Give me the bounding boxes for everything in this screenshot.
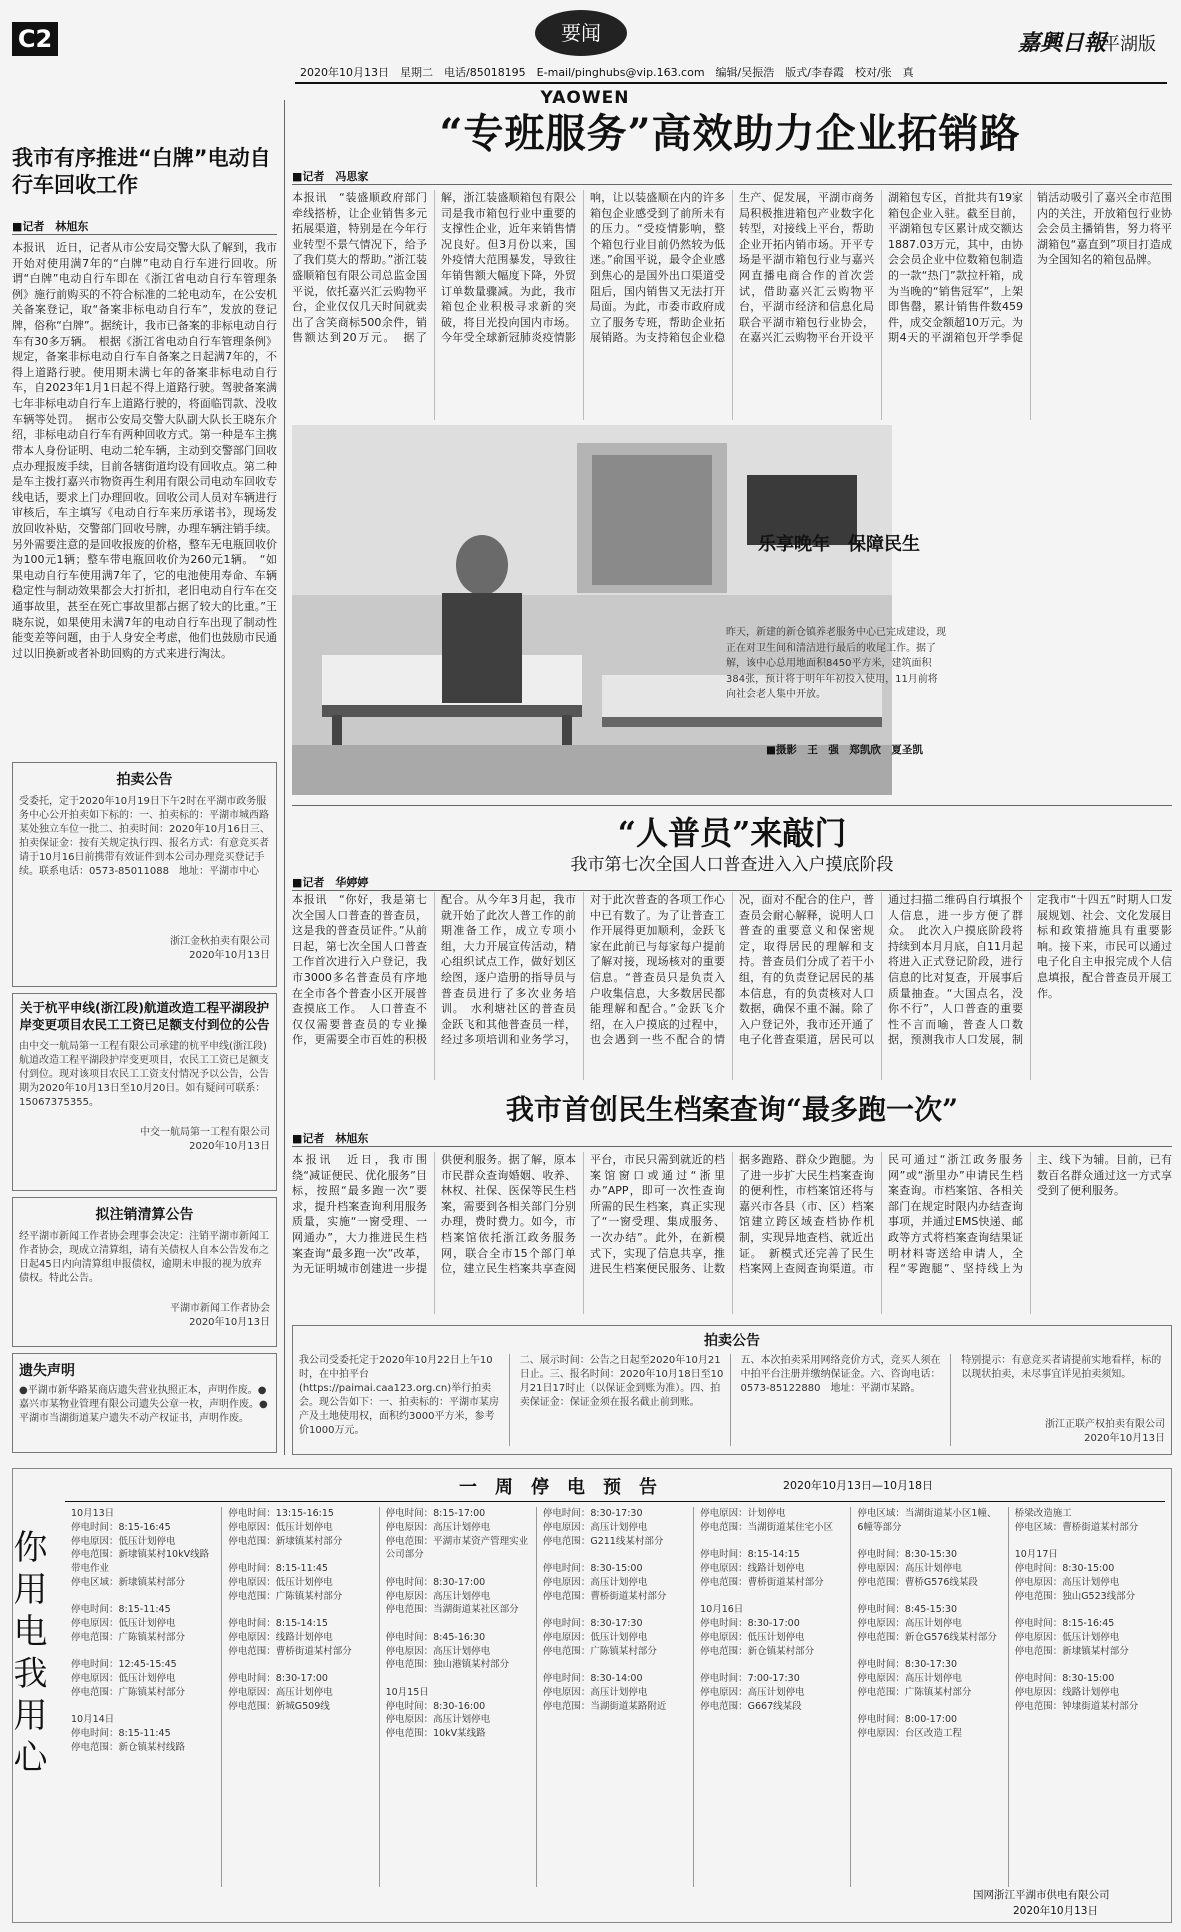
auction-notice-body: 受委托，定于2020年10月19日下午2时在平湖市政务服务中心公开拍卖如下标的：一、拍卖标的：平湖市城西路某处独立车位一批二、拍卖时间：2020年10月16日三、拍卖保证金：按有关规定执行四、报名方式：有意竞买者请于10月16日前携带有效证件到本公司办理竞买登记手续。联系电话：0573-85011088 地址：平湖市中心: [19, 796, 270, 877]
photo-feature-title: 乐享晚年 保障民生: [758, 534, 920, 555]
liquidation-notice-signature: 平湖市新闻工作者协会: [170, 1303, 270, 1314]
outage-col-3: 停电时间：8:15-17:00 停电原因：高压计划停电 停电范围：平湖市某资产管理实业公司部分 停电时间：8:30-17:00 停电原因：高压计划停电 停电范围：当湖街道某社区部分 停电时间：8:45-16:30 停电原因：高压计划停电 停电范围：独山港镇某村部分 10月15日 停电时间：8:30-16:00 停电原因：高压计划停电 停电范围：10kV某线路: [380, 1507, 537, 1887]
section-en: YAOWEN: [540, 88, 630, 108]
census-byline-rule: [292, 890, 1172, 891]
masthead-info: 2020年10月13日 星期二 电话/85018195 E-mail/pinghubs@vip.163.com 编辑/吴振浩 版式/李春霞 校对/张 真: [300, 66, 914, 79]
census-byline: ■记者 华婷婷: [292, 876, 369, 889]
archive-body: 本报讯 近日，我市围绕“减证便民、优化服务”目标，按照“最多跑一次”要求，提升档案查询利用服务质量，实施“一窗受理、一网通办”，大力推进民生档案查询“最多跑一次”改革，为无证明城市创建进一步提供便利服务。据了解，原本市民群众查询婚姻、收养、林权、社保、医保等民生档案，需要到各相关部门分别办理，费时费力。如今，市档案馆依托浙江政务服务网，联合全市15个部门单位，建立民生档案共享查阅平台，市民只需到就近的档案馆窗口或通过“浙里办”APP，即可一次性查询所需的民生档案，真正实现了“一窗受理、集成服务、一次办结”。此外，在新模式下，实现了信息共享，推进民生档案便民服务、让数据多跑路、群众少跑腿。为了进一步扩大民生档案查询的便利性，市档案馆还将与嘉兴市各县（市、区）档案馆建立跨区域查档协作机制，实现异地查档、就近出证。 新模式还完善了民生档案网上查阅查询渠道。市民可通过“浙江政务服务网”或“浙里办”申请民生档案查询。市档案馆、各相关部门在规定时限内办结查询事项，并通过EMS快递、邮政等方式将档案查询结果证明材料寄送给申请人，全程“零跑腿”、坚持线上为主、线下为辅。目前，已有数百名群众通过这一方式享受到了便利服务。: [292, 1153, 1172, 1276]
photo-feature-credit: ■摄影 王 强 郑凯欣 夏圣凯: [766, 744, 923, 756]
outage-col-5: 停电原因：计划停电 停电范围：当湖街道某住宅小区 停电时间：8:15-14:15 停电原因：线路计划停电 停电范围：曹桥街道某村部分 10月16日 停电时间：8:30-17:00 停电原因：低压计划停电 停电范围：新仓镇某村部分 停电时间：7:00-17:30 停电原因：高压计划停电 停电范围：G667线某段: [694, 1507, 851, 1887]
auction-wide-col1: 我公司受委托定于2020年10月22日上午10时，在中拍平台(https://paimai.caa123.org.cn)举行拍卖会。现公告如下：一、拍卖标的：平湖市某房产及土地使用权，面积约3000平方米，参考价1000万元。: [299, 1354, 510, 1446]
lead-headline: “专班服务”高效助力企业拓销路: [439, 110, 1021, 157]
outage-title: 一 周 停 电 预 告: [459, 1477, 657, 1498]
auction-wide-col2: 二、展示时间：公告之日起至2020年10月21日止。三、报名时间：2020年10月18日至10月21日17时止（以保证金到账为准）。四、拍卖保证金：保证金须在报名截止前到账。: [520, 1354, 731, 1446]
outage-col-4: 停电时间：8:30-17:30 停电原因：高压计划停电 停电范围：G211线某村部分 停电时间：8:30-15:00 停电原因：高压计划停电 停电范围：曹桥街道某村部分 停电时间：8:30-17:30 停电原因：低压计划停电 停电范围：广陈镇某村部分 停电时间：8:30-14:00 停电原因：高压计划停电 停电范围：当湖街道某路附近: [537, 1507, 694, 1887]
ebike-headline: 我市有序推进“白牌”电动自行车回收工作: [12, 146, 271, 198]
ebike-body: 本报讯 近日，记者从市公安局交警大队了解到，我市开始对使用满7年的“白牌”电动自行车进行回收。所谓“白牌”电动自行车即在《浙江省电动自行车管理条例》施行前购买的不符合标准的二轮电动车，在公安机关备案登记，取“备案非标电动自行车”，发放的登记牌，俗称“白牌”。据统计，我市已备案的非标电动自行车有30多万辆。 根据《浙江省电动自行车管理条例》规定，备案非标电动自行车自备案之日起满7年的，不得上道路行驶。使用期未满七年的备案非标电动自行车，自2023年1月1日起不得上道路行驶。驾驶备案满七年非标电动自行车上道路行驶的，将面临罚款、没收车辆等处罚。 据市公安局交警大队副大队长王晓东介绍，非标电动自行车有两种回收方式。第一种是车主携带本人身份证明、电动二轮车辆，主动到交警部门回收点办理报废手续，目前各辖街道均设有回收点。第二种是车主拨打嘉兴市物资再生利用有限公司电动车回收专线电话，要求上门办理回收。回收公司人员对车辆进行审核后，车主填写《电动自行车来历承诺书》，现场发放回收补贴，交警部门回收号牌，办理车辆注销手续。另外需要注意的是回收报废的价格，整车无电瓶回收价为100元1辆；整车带电瓶回收价为260元1辆。 “如果电动自行车使用满7年了，它的电池使用寿命、车辆稳定性与制动效果都会大打折扣，老旧电动自行车在交通事故里，甚至在死亡事故里都占据了较大的比重。”王晓东说，如果使用未满7年的电动自行车出现了制动性能变差等问题，由于人身安全考虑，他们也鼓励市民通过以旧换新或者补助回购的方式来进行淘汰。: [12, 241, 277, 660]
auction-wide-signature: 浙江正联产权拍卖有限公司: [1045, 1419, 1165, 1430]
archive-headline: 我市首创民生档案查询“最多跑一次”: [505, 1093, 959, 1126]
outage-section: [7, 1468, 1172, 1923]
lost-notice-title: 遗失声明: [19, 1363, 75, 1379]
outage-signature: 国网浙江平湖市供电有限公司: [973, 1889, 1110, 1901]
outage-title-rule: [65, 1501, 1165, 1502]
section-seal: 要闻: [535, 10, 627, 56]
lead-bottom-rule: [292, 805, 1172, 806]
column-divider: [284, 100, 285, 1455]
auction-wide-col3: 五、本次拍卖采用网络竞价方式，竞买人须在中拍平台注册并缴纳保证金。六、咨询电话：0573-85122880 地址：平湖市某路。: [741, 1354, 952, 1446]
outage-date-range: 2020年10月13日—10月18日: [783, 1479, 933, 1492]
census-subhead: 我市第七次全国人口普查进入入户摸底阶段: [570, 855, 894, 875]
photo-feature-caption: 昨天，新建的新仓镇养老服务中心已完成建设，现正在对卫生间和清洁进行最后的收尾工作。据了解，该中心总用地面积8450平方米，建筑面积384张，预计将于明年年初投入使用，11月前将向社会老人集中开放。: [726, 627, 946, 700]
edition-label: 平湖版: [1102, 34, 1156, 55]
waterway-notice-signature: 中交一航局第一工程有限公司: [140, 1126, 270, 1138]
auction-notice-signature: 浙江金秋拍卖有限公司: [170, 936, 270, 947]
waterway-notice-body: 由中交一航局第一工程有限公司承建的杭平申线(浙江段)航道改造工程平湖段护岸变更项目，农民工工资已足额支付到位。现对该项目农民工工资支付情况予以公告，公告期为2020年10月13日至10月20日。如有疑问可联系：15067375355。: [19, 1040, 269, 1108]
masthead-rule: [295, 82, 1167, 84]
ebike-byline: ■记者 林旭东: [12, 220, 89, 233]
care-center-photo: [292, 425, 892, 795]
archive-byline-rule: [292, 1146, 1172, 1147]
auction-notice-left: [12, 762, 277, 987]
outage-columns: [65, 1507, 1165, 1887]
page-code: C2: [12, 22, 58, 56]
auction-wide-col4: 特别提示：有意竞买者请提前实地看样，标的以现状拍卖，未尽事宜详见拍卖须知。: [961, 1355, 1162, 1380]
liquidation-notice-title: 拟注销清算公告: [95, 1207, 194, 1223]
outage-date: 2020年10月13日: [1013, 1905, 1098, 1917]
lead-body: 本报讯 “装盛顺政府部门牵线搭桥，让企业销售多元拓展渠道，特别是在今年行业转型不景气情况下，给予了我们莫大的帮助。”浙江装盛顺箱包有限公司总监金国平说，依托嘉兴汇云购物平台，企业仅仅几天时间就卖出了含笑商标500余件，销售额达到20万元。 据了解，浙江装盛顺箱包有限公司是我市箱包行业中重要的支撑性企业，近年来销售情况良好。但3月份以来，国外疫情大范围暴发，导致往年销售额大幅度下降，外贸订单数量骤减。为此，我市箱包企业积极寻求新的突破，将目光投向国内市场。今年受全球新冠肺炎疫情影响，让以装盛顺在内的许多箱包企业感受到了前所未有的压力。“受疫情影响，整个箱包行业目前仍然较为低迷。”俞国平说，最令企业感到焦心的是国外出口渠道受阻后，国内销售又无法打开局面。为此，市委市政府成立了服务专班，帮助企业拓展销路。为支持箱包企业稳生产、促发展，平湖市商务局积极推进箱包产业数字化转型，对接线上平台，帮助企业开拓内销市场。开平专场是平湖市箱包行业与嘉兴网直播电商合作的首次尝试，借助嘉兴汇云购物平台，平湖市经济和信息化局联合平湖市箱包行业协会，在嘉兴汇云购物平台开设平湖箱包专区，首批共有19家箱包企业入驻。截至目前，平湖箱包专区累计成交额达1887.03万元，其中，由协会会员企业中位数箱包制造的一款“热门”款拉杆箱，成为当晚的“销售冠军”，上架即售罄，累计销售件数459件，成交金额超10万元。为期4天的平湖箱包开学季促销活动吸引了嘉兴全市范围内的关注，开放箱包行业协会会员主播销售，努力将平湖箱包“嘉直到”项目打造成为全国知名的箱包品牌。: [292, 191, 1172, 345]
lost-notice: [12, 1353, 277, 1453]
auction-wide-date: 2020年10月13日: [1084, 1433, 1165, 1444]
waterway-notice-title: 关于杭平申线(浙江段)航道改造工程平湖段护岸变更项目农民工工资已足额支付到位的公告: [19, 1000, 270, 1032]
lead-byline-rule: [292, 184, 1172, 185]
outage-col-1: 10月13日 停电时间：8:15-16:45 停电原因：低压计划停电 停电范围：新埭镇某村10kV线路带电作业 停电区域：新埭镇某村部分 停电时间：8:15-11:45 停电原因：低压计划停电 停电范围：广陈镇某村部分 停电时间：12:45-15:45 停电原因：低压计划停电 停电范围：广陈镇某村部分 10月14日 停电时间：8:15-11:45 停电范围：新仓镇某村线路: [65, 1507, 222, 1887]
census-headline: “人普员”来敲门: [617, 814, 847, 852]
auction-notice-title: 拍卖公告: [116, 772, 173, 788]
outage-side-title: 你用电我用心: [7, 1529, 47, 1781]
liquidation-notice: [12, 1197, 277, 1347]
archive-byline: ■记者 林旭东: [292, 1132, 369, 1145]
liquidation-notice-body: 经平湖市新闻工作者协会理事会决定：注销平湖市新闻工作者协会，现成立清算组，请有关债权人自本公告发布之日起45日内向清算组申报债权，逾期未申报的视为放弃债权。特此公告。: [19, 1231, 269, 1284]
census-body: 本报讯 “你好，我是第七次全国人口普查的普查员，这是我的普查员证件。”从前日起，第七次全国人口普查工作首次进行入户登记，我市3000多名普查员有序地在全市各个普查小区开展普查摸底工作。 人口普查不仅仅需要普查员的专业操作，更需要全市百姓的积极配合。从今年3月起，我市就开始了此次人普工作的前期准备工作，成立专项小组，大力开展宣传活动，精心组织试点工作，做好划区绘图，逐户造册的指导员与普查员进行了多次业务培训。 水利塘社区的普查员金跃飞和其他普查员一样，经过多项培训和业务学习，对于此次普查的各项工作心中已有数了。为了让普查工作开展得更加顺利，金跃飞家在此前已与每家每户提前了解对接，现场核对的重要信息。“普查员只是负责入户收集信息，大多数居民都能理解和配合。”金跃飞介绍，在入户摸底的过程中，也会遇到一些不配合的情况，面对不配合的住户，普查员会耐心解释，说明人口普查的重要意义和保密规定，取得居民的理解和支持。普查员们分成了若干小组，有的负责登记居民的基本信息，有的负责核对人口数据，确保不重不漏。除了入户登记外，我市还开通了电子化普查渠道，居民可以通过扫描二维码自行填报个人信息，进一步方便了群众。 此次入户摸底阶段将持续到本月月底，自11月起将进入正式登记阶段，进行信息的比对复查，开展事后质量抽查。“大国点名，没你不行”，人口普查的重要性不言而喻，普查人口数据，预测我市人口发展，制定我市“十四五”时期人口发展规划、社会、文化发展目标和政策措施具有重要影响。接下来，市民可以通过电子化自主申报完成个人信息填报，配合普查员开展工作。: [292, 893, 1172, 1047]
ebike-byline-rule: [12, 234, 277, 235]
outage-col-2: 停电时间：13:15-16:15 停电原因：低压计划停电 停电范围：新埭镇某村部分 停电时间：8:15-11:45 停电原因：低压计划停电 停电范围：广陈镇某村部分 停电时间：8:15-14:15 停电原因：线路计划停电 停电范围：曹桥街道某村部分 停电时间：8:30-17:00 停电原因：高压计划停电 停电范围：新城G509线: [222, 1507, 379, 1887]
lost-notice-body: ●平湖市新华路某商店遗失营业执照正本，声明作废。●嘉兴市某物业管理有限公司遗失公章一枚，声明作废。●平湖市当湖街道某户遗失不动产权证书，声明作废。: [19, 1385, 268, 1424]
liquidation-notice-date: 2020年10月13日: [189, 1317, 270, 1328]
outage-col-6: 停电区域：当湖街道某小区1幢、6幢等部分 停电时间：8:30-15:30 停电原因：高压计划停电 停电范围：曹桥G576线某段 停电时间：8:45-15:30 停电原因：高压计划停电 停电范围：新仓G576线某村部分 停电时间：8:30-17:30 停电原因：高压计划停电 停电范围：广陈镇某村部分 停电时间：8:00-17:00 停电原因：台区改造工程: [851, 1507, 1008, 1887]
paper-logo: 嘉興日報: [1018, 30, 1107, 56]
outage-col-7: 桥梁改造施工 停电区域：曹桥街道某村部分 10月17日 停电时间：8:30-15:00 停电原因：高压计划停电 停电范围：独山G523线部分 停电时间：8:15-16:45 停电原因：低压计划停电 停电范围：新埭镇某村部分 停电时间：8:30-15:00 停电原因：线路计划停电 停电范围：钟埭街道某村部分: [1014, 1508, 1139, 1712]
lead-byline: ■记者 冯思家: [292, 170, 369, 183]
auction-wide-title: 拍卖公告: [704, 1333, 760, 1349]
auction-notice-date: 2020年10月13日: [189, 950, 270, 961]
waterway-notice-date: 2020年10月13日: [189, 1140, 270, 1152]
care-center-photo-art: [292, 425, 892, 795]
auction-notice-wide: [292, 1325, 1172, 1455]
waterway-notice: [12, 993, 277, 1191]
